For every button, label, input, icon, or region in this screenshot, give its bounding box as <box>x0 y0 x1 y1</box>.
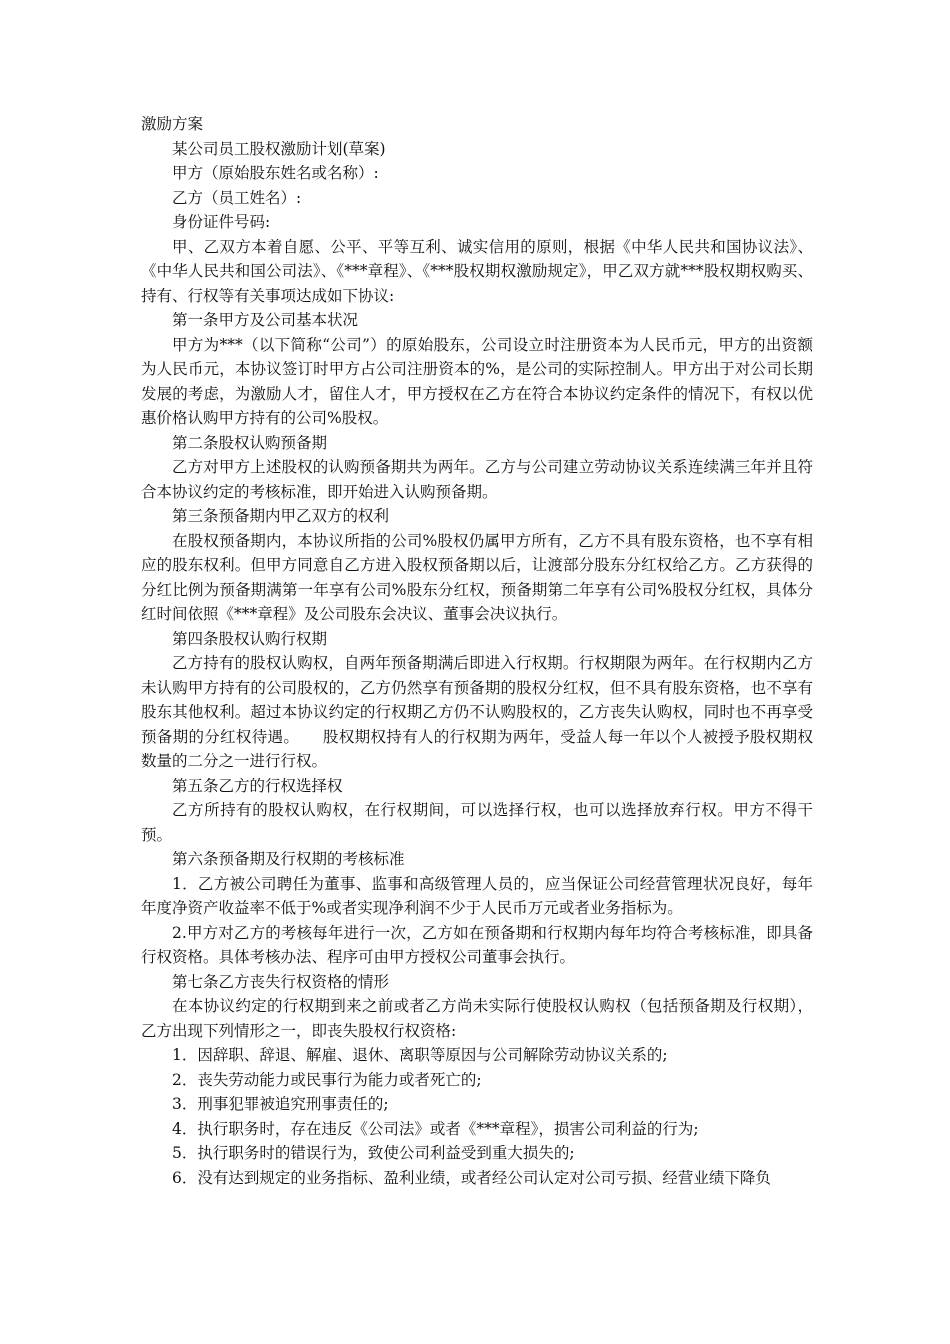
document-title: 某公司员工股权激励计划(草案) <box>172 139 386 158</box>
article-7-item-1: 1．因辞职、辞退、解雇、退休、离职等原因与公司解除劳动协议关系的; <box>172 1046 668 1064</box>
article-1-body: 甲方为***（以下简称“公司”）的原始股东，公司设立时注册资本为人民币元，甲方的出资额为人民币元，本协议签订时甲方占公司注册资本的%，是公司的实际控制人。甲方出于对公司长期发展的考虑，为激励人才，留住人才，甲方授权在乙方在符合本协议约定条件的情况下，有权以优惠价格认购甲方持有的公司%股权。 <box>141 335 813 427</box>
preamble-paragraph: 甲、乙双方本着自愿、公平、平等互利、诚实信用的原则，根据《中华人民共和国协议法》、《中华人民共和国公司法》、《***章程》、《***股权期权激励规定》，甲乙双方就***股权期权购买、持有、行权等有关事项达成如下协议: <box>141 237 813 305</box>
article-4-heading: 第四条股权认购行权期 <box>172 629 328 648</box>
article-1-heading: 第一条甲方及公司基本状况 <box>172 311 359 329</box>
article-7-body: 在本协议约定的行权期到来之前或者乙方尚未实际行使股权认购权（包括预备期及行权期），乙方出现下列情形之一，即丧失股权行权资格: <box>141 997 813 1040</box>
id-number-line: 身份证件号码: <box>172 213 271 231</box>
article-3-body: 在股权预备期内，本协议所指的公司%股权仍属甲方所有，乙方不具有股东资格，也不享有相应的股东权利。但甲方同意自乙方进入股权预备期以后，让渡部分股东分红权给乙方。乙方获得的分红比例为预备期满第一年享有公司%股东分红权，预备期第二年享有公司%股权分红权，具体分红时间依照《***章程》及公司股东会决议、董事会决议执行。 <box>141 531 813 623</box>
article-5-heading: 第五条乙方的行权选择权 <box>172 776 343 795</box>
article-6-item-2: 2.甲方对乙方的考核每年进行一次，乙方如在预备期和行权期内每年均符合考核标准，即具备行权资格。具体考核办法、程序可由甲方授权公司董事会执行。 <box>141 923 813 966</box>
document-body <box>141 112 813 1190</box>
article-4-body: 乙方持有的股权认购权，自两年预备期满后即进入行权期。行权期限为两年。在行权期内乙方未认购甲方持有的公司股权的，乙方仍然享有预备期的股权分红权，但不具有股东资格，也不享有股东其他权利。超过本协议约定的行权期乙方仍不认购股权的，乙方丧失认购权，同时也不再享受预备期的分红权待遇。 股权期权持有人的行权期为两年，受益人每一年以个人被授予股权期权数量的二分之一进行行权。 <box>141 654 813 770</box>
article-6-item-1: 1．乙方被公司聘任为董事、监事和高级管理人员的，应当保证公司经营管理状况良好，每年年度净资产收益率不低于%或者实现净利润不少于人民币万元或者业务指标为。 <box>141 874 813 917</box>
article-2-body: 乙方对甲方上述股权的认购预备期共为两年。乙方与公司建立劳动协议关系连续满三年并且符合本协议约定的考核标准，即开始进入认购预备期。 <box>141 458 813 501</box>
article-7-item-4: 4．执行职务时，存在违反《公司法》或者《***章程》，损害公司利益的行为; <box>172 1119 699 1138</box>
article-7-item-3: 3．刑事犯罪被追究刑事责任的; <box>172 1095 389 1113</box>
article-6-heading: 第六条预备期及行权期的考核标准 <box>172 850 405 868</box>
article-3-heading: 第三条预备期内甲乙双方的权利 <box>172 507 390 525</box>
party-a-line: 甲方（原始股东姓名或名称）: <box>172 164 379 182</box>
article-7-item-5: 5．执行职务时的错误行为，致使公司利益受到重大损失的; <box>172 1144 575 1162</box>
article-2-heading: 第二条股权认购预备期 <box>172 433 328 452</box>
article-5-body: 乙方所持有的股权认购权，在行权期间，可以选择行权，也可以选择放弃行权。甲方不得干预。 <box>141 801 813 844</box>
document-heading: 激励方案 <box>141 115 204 133</box>
party-b-line: 乙方（员工姓名）: <box>172 188 302 207</box>
article-7-item-6: 6．没有达到规定的业务指标、盈利业绩，或者经公司认定对公司亏损、经营业绩下降负 <box>172 1168 771 1187</box>
article-7-item-2: 2．丧失劳动能力或民事行为能力或者死亡的; <box>172 1070 482 1089</box>
article-7-heading: 第七条乙方丧失行权资格的情形 <box>172 972 390 991</box>
